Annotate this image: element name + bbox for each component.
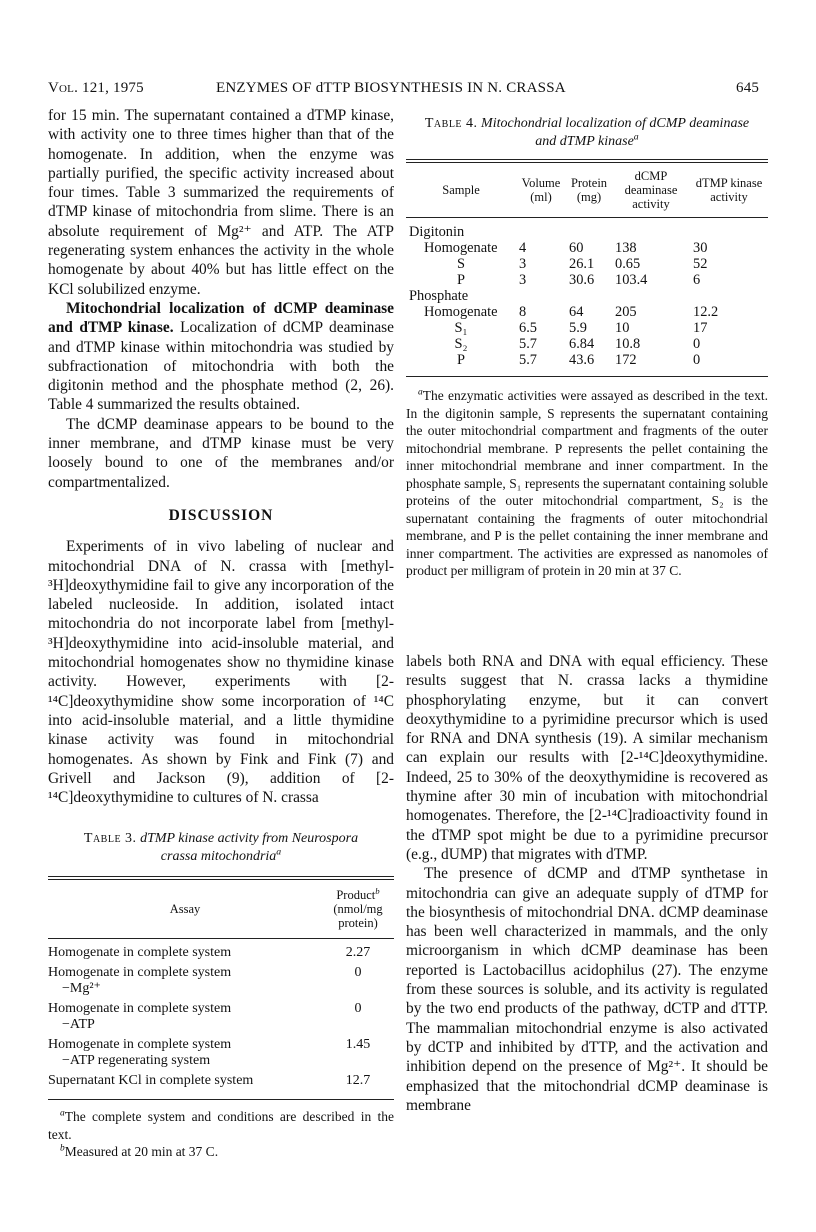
table-3-header	[48, 879, 394, 938]
left-column	[48, 106, 394, 807]
table-4-footnote: $^a$The enzymatic activities were assayed as described in the text. In the digitonin sample, S represents the supernatant containing the outer mitochondrial compartment and fragments of the outer mitochondrial membrane. P represents the pellet containing the inner mitochondrial membrane and inner compartment. In the phosphate sample, S₁ represents the supernatant containing soluble proteins of the outer mitochondrial compartment, S₂ is the supernatant containing the fragments of outer mitochondrial membrane, and P is the pellet containing the inner membrane and inner compartment. The activities are expressed as nanomoles of product per milligram of protein in 20 min at 37 C.	[406, 387, 768, 578]
body-paragraph: for 15 min. The supernatant contained a dTMP kinase, with activity one to three times higher than that of the homogenate. In addition, when the enzyme was partially purified, the specific activity increased about four times. Table 3 summarized the requirements of dTMP kinase of mitochondria from slime. There is an absolute requirement of Mg²⁺ and ATP. The ATP regenerating system enhances the activity in the whole homogenate by about 40% but has little effect on the KCl solubilized enzyme.	[48, 107, 394, 298]
body-paragraph: The dCMP deaminase appears to be bound to the inner membrane, and dTMP kinase must be very loosely bound to one of the membranes and/or compartmentalized.	[48, 415, 394, 491]
col-header-product: Product$^b$ (nmol/mg protein)	[333, 885, 383, 930]
col-header-deaminase: dCMP deaminase activity	[624, 169, 678, 211]
table-row: Homogenate in complete system −ATP 0	[48, 1001, 362, 1032]
page-number: 645	[736, 80, 760, 96]
col-header-assay: Assay	[169, 901, 201, 916]
table-4-caption: Table 4. Mitochondrial localization of dCMP deaminase and dTMP kinase$^a$	[424, 116, 750, 149]
table-row: Homogenate in complete system −Mg²⁺ 0	[48, 965, 362, 996]
table-4-grid	[406, 162, 768, 377]
table-row: Homogenate in complete system 2.27	[48, 945, 371, 960]
running-header-title: ENZYMES OF dTTP BIOSYNTHESIS IN N. CRASSA	[216, 80, 566, 96]
table-4	[406, 115, 768, 580]
table-row: Supernatant KCl in complete system 12.7	[48, 1073, 371, 1088]
table-row: Homogenate 8 64 205 12.2	[424, 304, 719, 320]
table-3-footnotes: $^a$The complete system and conditions are described in the text. $^b$Measured at 20 min at 37 C.	[48, 1108, 394, 1159]
table-4-header-row	[406, 163, 768, 218]
col-header-volume: Volume (ml)	[521, 176, 561, 204]
table-row: S₂ 5.7 6.84 10.8 0	[454, 336, 701, 352]
body-paragraph: The presence of dCMP and dTMP synthetase in mitochondria can give an adequate supply of dTMP for the biosynthesis of mitochondrial DNA. dCMP deaminase has been well characterized in mammals, and the only microorganism in which dCMP deaminase has been reported is Lactobacillus acidophilus (27). The enzyme from these sources is soluble, and its activity is regulated by the two end products of the pathway, dCTP and dTTP. The mammalian mitochondrial enzyme is also activated by dCTP and inhibited by dTTP, and the activation and inhibition depend on the presence of Mg²⁺. It should be emphasized that the mitochondrial dCMP deaminase is membrane	[406, 865, 768, 1114]
body-paragraph: Mitochondrial localization of dCMP deaminase and dTMP kinase. Localization of dCMP deaminase and dTMP kinase within mitochondria was studied by subfractionation of mitochondria with both the digitonin method and the phosphate method (2, 26). Table 4 summarized the results obtained.	[48, 299, 394, 414]
table-3-body	[48, 945, 394, 1093]
table-row: P 3 30.6 103.4 6	[456, 272, 701, 288]
right-column	[406, 652, 768, 1115]
table-row: S₁ 6.5 5.9 10 17	[454, 320, 708, 336]
body-paragraph: Experiments of in vivo labeling of nuclear and mitochondrial DNA of N. crassa with [methyl-³H]deoxythymidine fail to give any incorporation of the labeled nucleoside. In addition, isolated intact mitochondria do not incorporate label from [methyl-³H]deoxythymidine into acid-insoluble material, and mitochondrial homogenates show no thymidine kinase activity. However, experiments with [2-¹⁴C]deoxythymidine show some incorporation of ¹⁴C into acid-insoluble material, and a little thymidine kinase activity was found in mitochondrial homogenates. As shown by Fink and Fink (7) and Grivell and Jackson (9), addition of [2-¹⁴C]deoxythymidine to cultures of N. crassa	[48, 538, 394, 807]
col-header-sample: Sample	[442, 183, 480, 197]
table-3-caption: Table 3. dTMP kinase activity from Neurospora crassa mitochondria$^a$	[83, 831, 359, 864]
discussion-heading: DISCUSSION	[168, 506, 274, 524]
body-paragraph: labels both RNA and DNA with equal efficiency. These results suggest that N. crassa lacks a thymidine phosphorylating enzyme, but it can convert deoxythymidine to a pyrimidine precursor which is used for RNA and DNA synthesis (19). A similar mechanism can explain our results with [2-¹⁴C]deoxythymidine. Indeed, 25 to 30% of the deoxythymidine is recovered as thymine after 30 min of incubation with mitochondrial homogenates. Therefore, the [2-¹⁴C]radioactivity found in the dTMP spot might be due to a pyrimidine precursor (e.g., dUMP) that migrates with dTMP.	[406, 653, 768, 863]
table-3	[48, 830, 394, 1161]
col-header-kinase: dTMP kinase activity	[695, 176, 763, 204]
table-row: S 3 26.1 0.65 52	[456, 256, 708, 272]
running-header-volume: Vol. 121, 1975	[48, 80, 144, 96]
col-header-protein: Protein (mg)	[570, 176, 608, 204]
table-row: P 5.7 43.6 172 0	[456, 352, 701, 368]
group-label: Digitonin	[409, 224, 465, 240]
group-label: Phosphate	[409, 288, 469, 304]
section-run-in-heading: Mitochondrial localization of dCMP deaminase and dTMP kinase.	[48, 299, 394, 337]
table-row: Homogenate in complete system −ATP regenerating system 1.45	[48, 1037, 371, 1068]
table-row: Homogenate 4 60 138 30	[424, 240, 708, 256]
